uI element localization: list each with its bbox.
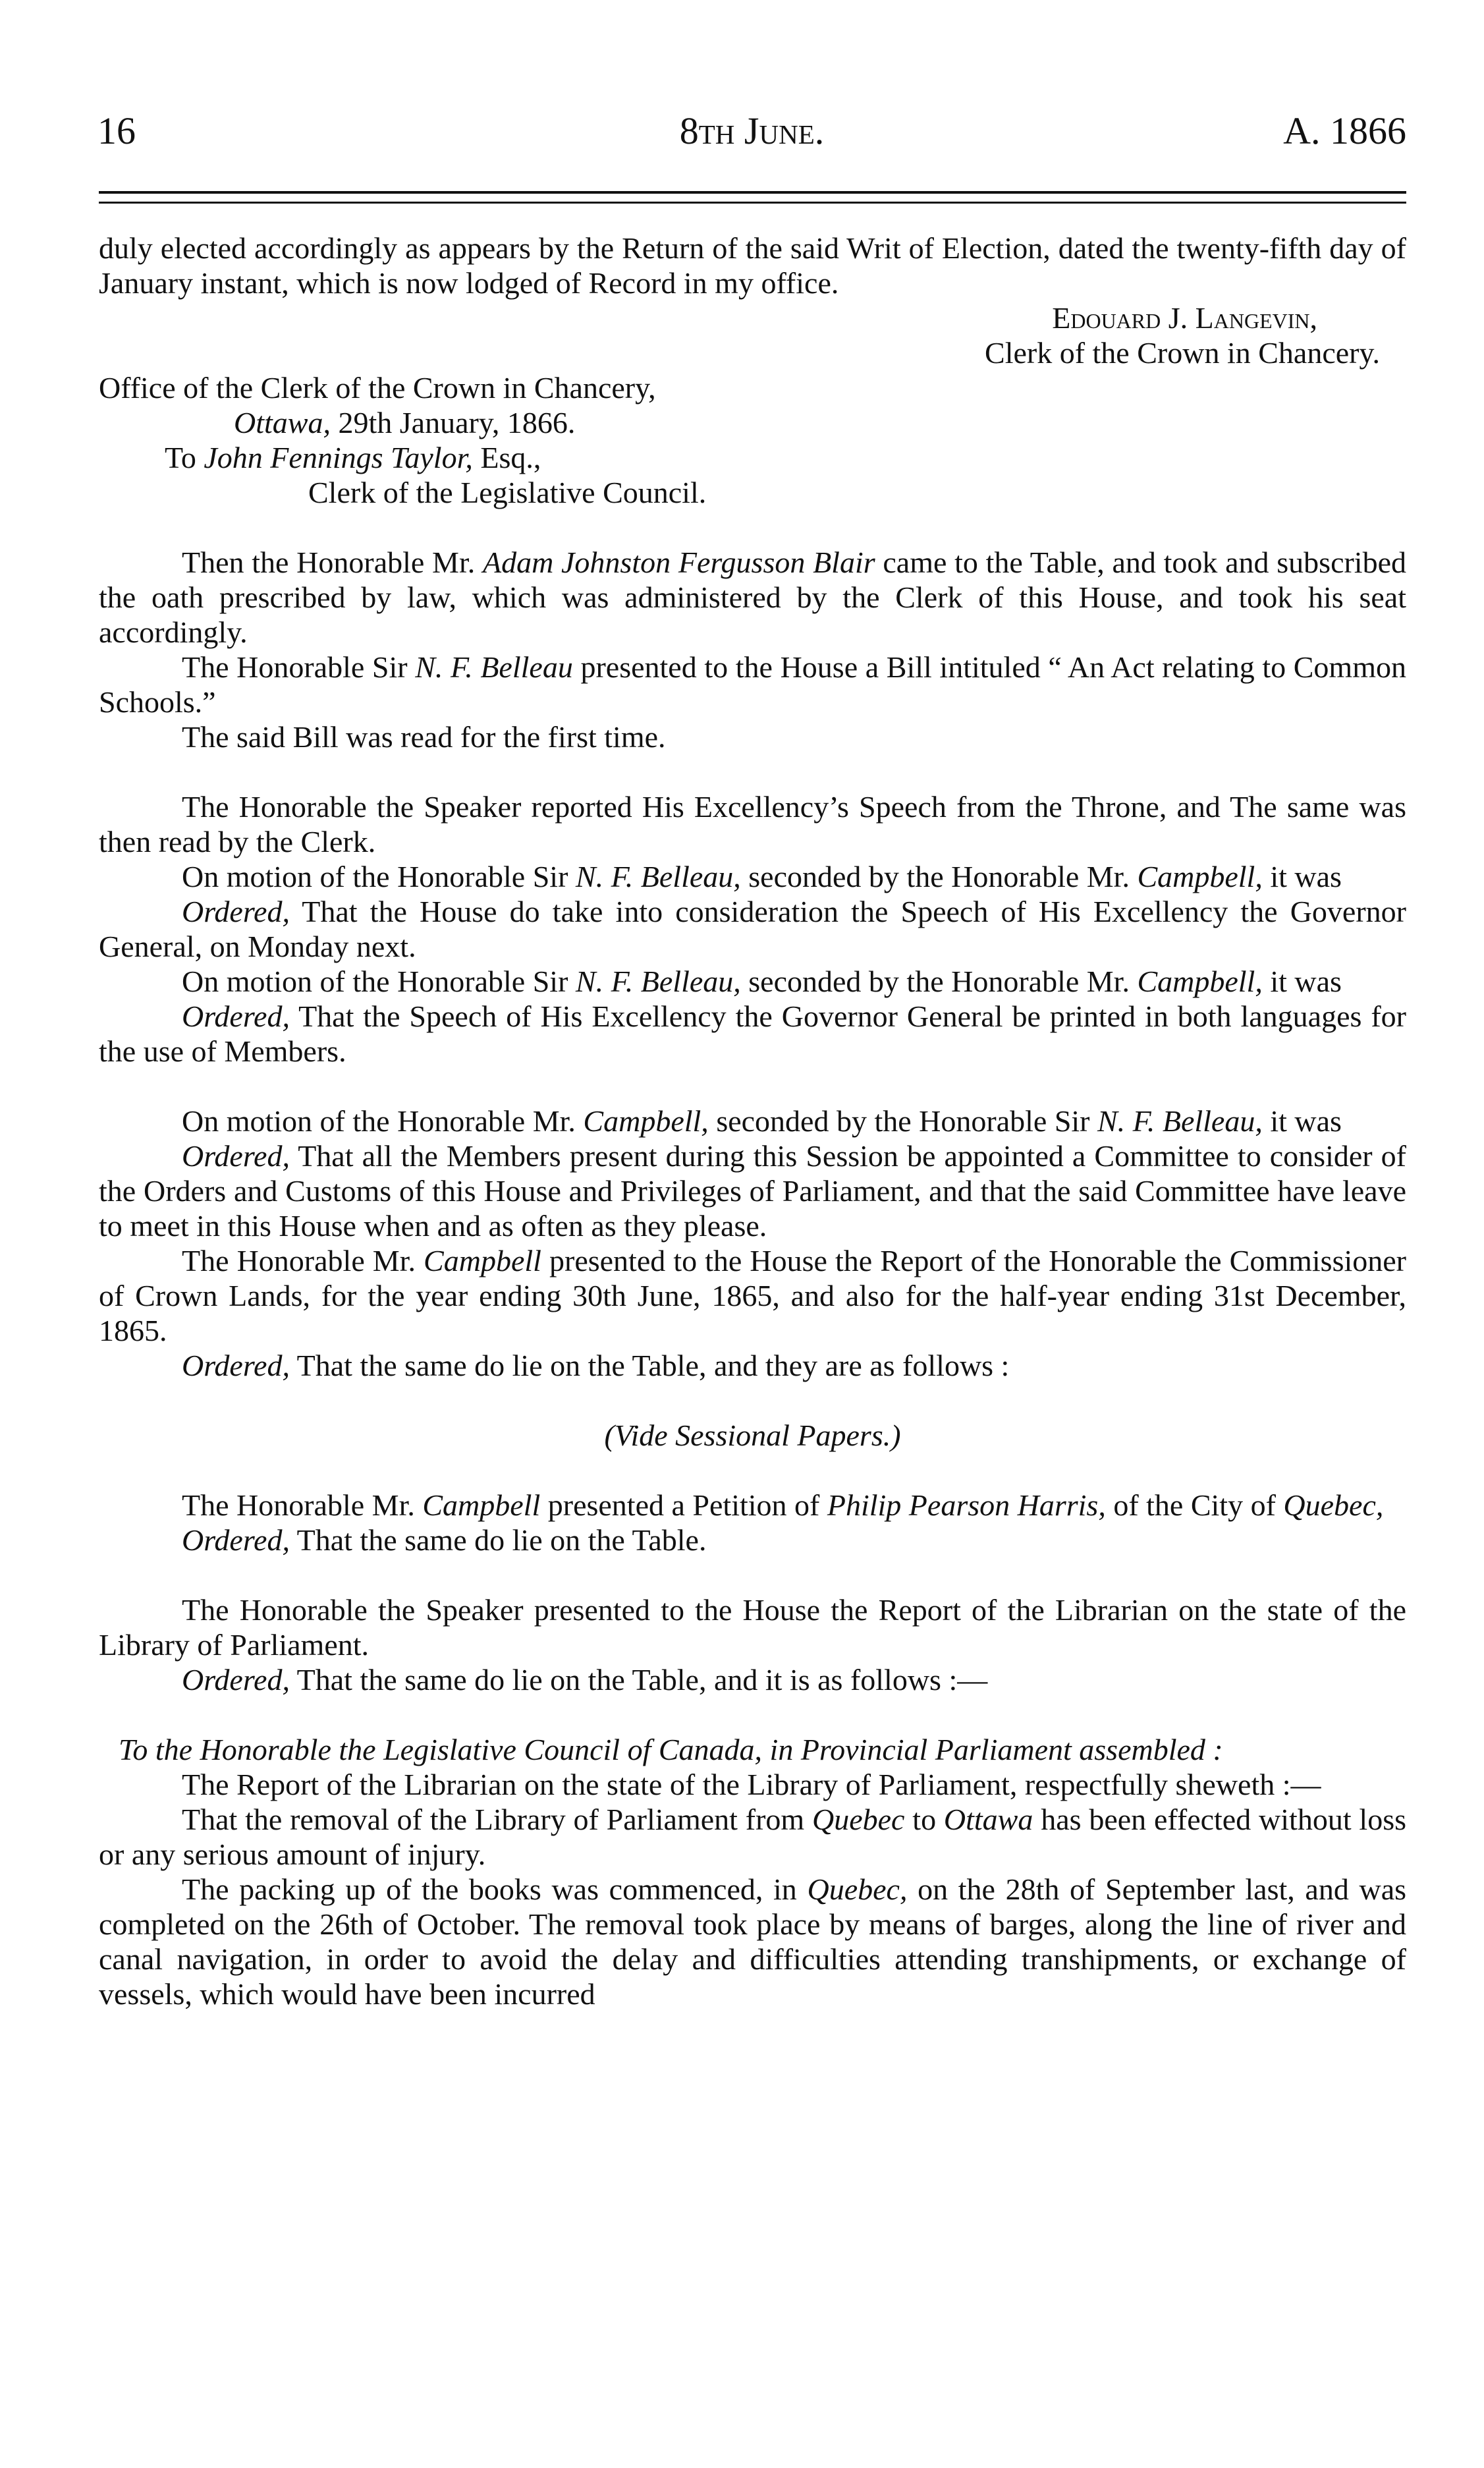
paragraph: The Honorable Mr. Campbell presented a Petition of Philip Pearson Harris, of the City of Quebec, <box>182 1488 1384 1522</box>
paragraph: The said Bill was read for the first time. <box>182 720 666 754</box>
header-rule-bottom <box>99 202 1406 204</box>
office-line: Office of the Clerk of the Crown in Chancery, <box>99 371 656 405</box>
paragraph: Ordered, That the House do take into consideration the Speech of His Excellency the Governor General, on Monday next. <box>99 895 1406 963</box>
paragraph: Ordered, That the same do lie on the Table. <box>182 1523 707 1557</box>
header-date: 8th June. <box>679 109 825 152</box>
paragraph: duly elected accordingly as appears by the Return of the said Writ of Election, dated the twenty-fifth day of January instant, which is now lodged of Record in my office. <box>99 231 1406 300</box>
sessional-papers-note: (Vide Sessional Papers.) <box>604 1418 901 1452</box>
paragraph: On motion of the Honorable Sir N. F. Belleau, seconded by the Honorable Mr. Campbell, it was <box>182 965 1342 998</box>
paragraph: The packing up of the books was commenced, in Quebec, on the 28th of September last, and was completed on the 26th of October. The removal took place by means of barges, along the line of river and canal navigation, in order to avoid the delay and difficulties attending transhipments, or exchange of vessels, which would have been incurred <box>99 1872 1407 2011</box>
paragraph: Ordered, That the Speech of His Excellency the Governor General be printed in both languages for the use of Members. <box>99 999 1406 1068</box>
paragraph: The Honorable the Speaker presented to the House the Report of the Librarian on the state of the Library of Parliament. <box>99 1593 1406 1662</box>
paragraph: The Honorable Sir N. F. Belleau presented to the House a Bill intituled “ An Act relating to Common Schools.” <box>99 650 1406 719</box>
header-rule-top <box>99 191 1406 194</box>
header-year: A. 1866 <box>1283 109 1406 152</box>
page-number: 16 <box>97 109 136 152</box>
paragraph: That the removal of the Library of Parliament from Quebec to Ottawa has been effected without loss or any serious amount of injury. <box>99 1803 1406 1871</box>
paragraph: The Honorable Mr. Campbell presented to the House the Report of the Honorable the Commissioner of Crown Lands, for the year ending 30th June, 1865, and also for the half-year ending 31st December, 1865. <box>99 1244 1406 1347</box>
signature-name: Edouard J. Langevin, <box>1052 301 1317 335</box>
running-header <box>97 99 1406 158</box>
signature-title: Clerk of the Crown in Chancery. <box>985 336 1380 370</box>
office-date-line: Ottawa, 29th January, 1866. <box>234 406 576 439</box>
paragraph: Ordered, That all the Members present during this Session be appointed a Committee to consider of the Orders and Customs of this House and Privileges of Parliament, and that the said Committee have leave to meet in this House when and as often as they please. <box>99 1139 1406 1243</box>
addressee-line: To John Fennings Taylor, Esq., <box>165 441 541 474</box>
addressee-title: Clerk of the Legislative Council. <box>308 476 707 509</box>
paragraph: Ordered, That the same do lie on the Table, and it is as follows :— <box>182 1663 988 1697</box>
address-heading: To the Honorable the Legislative Council of Canada, in Provincial Parliament assembled : <box>119 1733 1223 1766</box>
document-body <box>99 231 1406 2011</box>
paragraph: Then the Honorable Mr. Adam Johnston Fergusson Blair came to the Table, and took and subscribed the oath prescribed by law, which was administered by the Clerk of this House, and took his seat accordingly. <box>99 546 1407 649</box>
paragraph: The Report of the Librarian on the state of the Library of Parliament, respectfully sheweth :— <box>182 1768 1321 1801</box>
paragraph: On motion of the Honorable Sir N. F. Belleau, seconded by the Honorable Mr. Campbell, it was <box>182 860 1342 893</box>
paragraph: Ordered, That the same do lie on the Table, and they are as follows : <box>182 1349 1010 1382</box>
paragraph: The Honorable the Speaker reported His Excellency’s Speech from the Throne, and The same was then read by the Clerk. <box>99 790 1406 858</box>
paragraph: On motion of the Honorable Mr. Campbell, seconded by the Honorable Sir N. F. Belleau, it was <box>182 1104 1342 1138</box>
